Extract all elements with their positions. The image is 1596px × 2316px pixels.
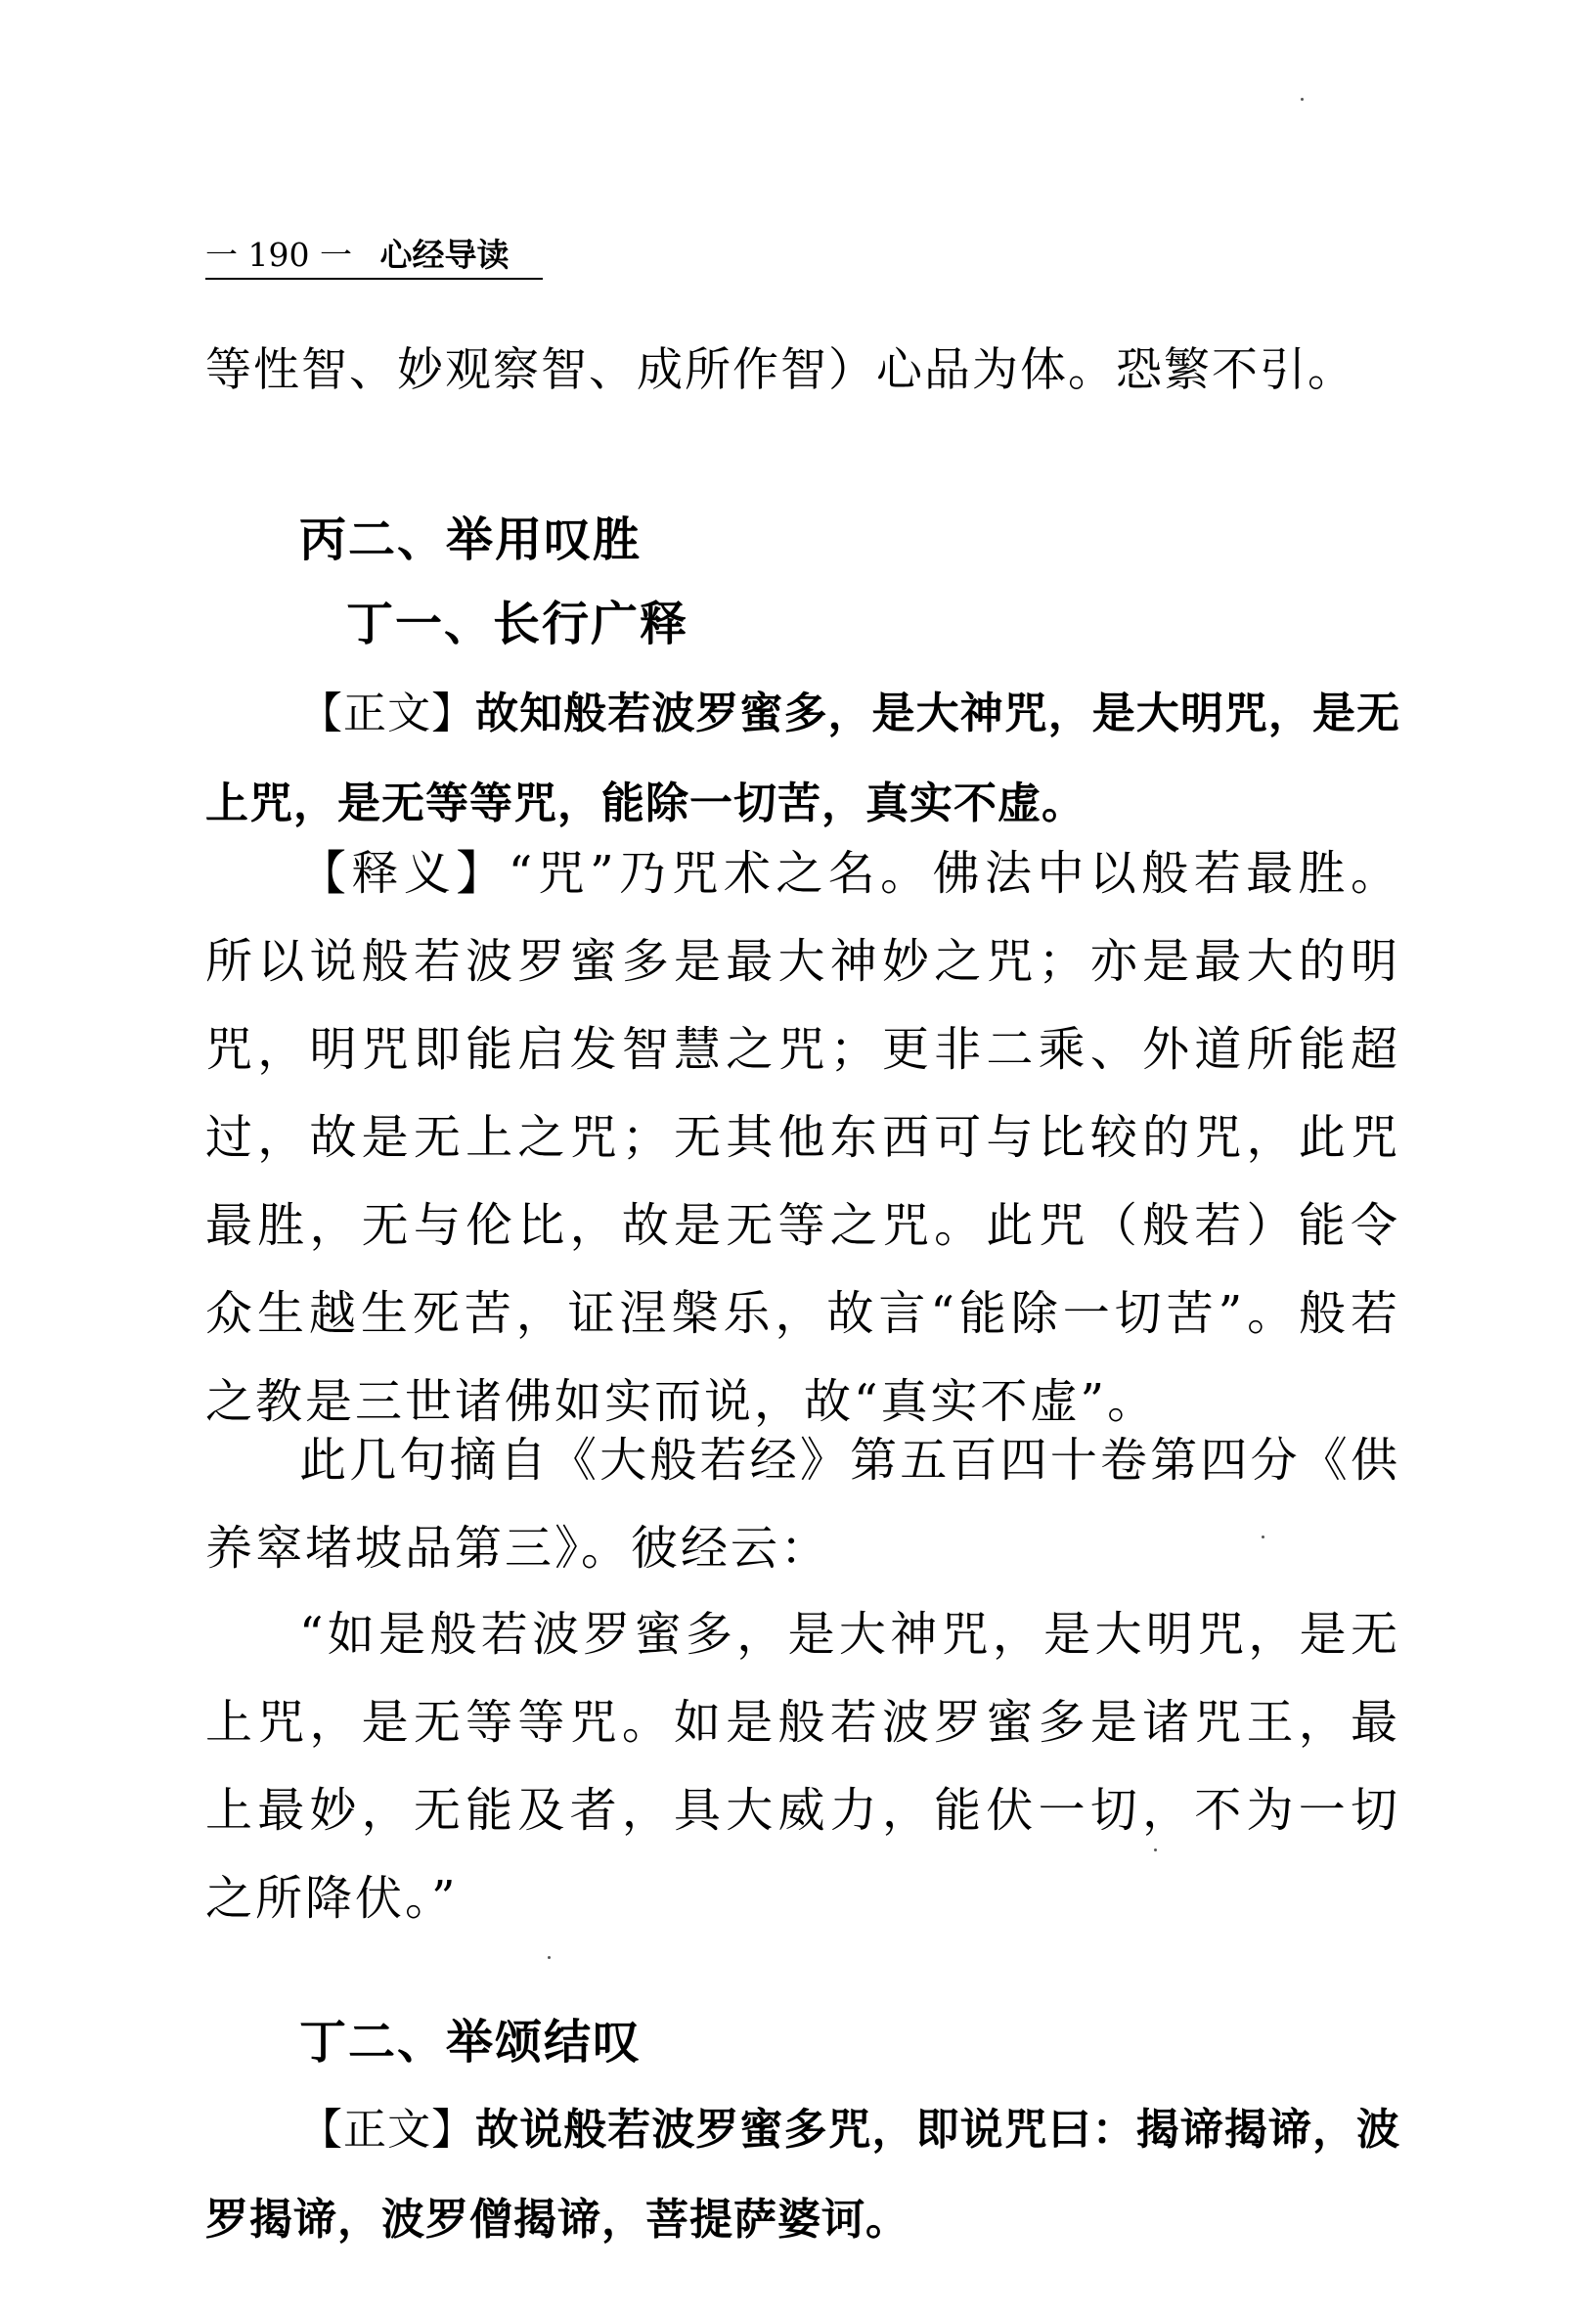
shiyi-label: 【释义】	[299, 846, 509, 901]
header-rule	[205, 278, 543, 280]
heading-ding1: 丁一、长行广释	[346, 597, 689, 651]
zhengwen-paragraph-1	[205, 669, 1400, 849]
scan-speck	[548, 1956, 551, 1959]
zhengwen-text: 故知般若波罗蜜多，是大神咒，是大明咒，是无上咒，是无等等咒，能除一切苦，真实不虚。	[205, 689, 1401, 828]
zhengwen-text: 故说般若波罗蜜多咒，即说咒曰：揭谛揭谛，波罗揭谛，波罗僧揭谛，菩提萨婆诃。	[205, 2105, 1401, 2245]
page-number: 一 190 一	[205, 236, 352, 274]
book-title: 心经导读	[379, 236, 510, 274]
zhengwen-paragraph-2	[205, 2085, 1400, 2265]
heading-bing2: 丙二、举用叹胜	[299, 512, 643, 567]
heading-ding2: 丁二、举颂结叹	[299, 2015, 643, 2070]
opening-line: 等性智、妙观察智、成所作智）心品为体。恐繁不引。	[205, 343, 1355, 397]
source-paragraph: 此几句摘自《大般若经》第五百四十卷第四分《供养窣堵坡品第三》。彼经云：	[205, 1433, 1400, 1576]
running-header	[205, 237, 543, 280]
zhengwen-label: 【正文】	[299, 2105, 476, 2155]
quote-paragraph: “如是般若波罗蜜多，是大神咒，是大明咒，是无上咒，是无等等咒。如是般若波罗蜜多是诸咒王，最上最妙，无能及者，具大威力，能伏一切，不为一切之所降伏。”	[205, 1607, 1400, 1926]
shiyi-paragraph	[205, 829, 1400, 1446]
scan-speck	[1262, 1536, 1264, 1538]
scan-speck	[1301, 98, 1304, 101]
shiyi-text: “咒”乃咒术之名。佛法中以般若最胜。所以说般若波罗蜜多是最大神妙之咒；亦是最大的明咒，明咒即能启发智慧之咒；更非二乘、外道所能超过，故是无上之咒；无其他东西可与比较的咒，此咒最胜，无与伦比，故是无等之咒。此咒（般若）能令众生越生死苦，证涅槃乐，故言“能除一切苦”。般若之教是三世诸佛如实而说，故“真实不虚”。	[205, 846, 1400, 1429]
scan-speck	[1154, 1848, 1157, 1851]
zhengwen-label: 【正文】	[299, 689, 476, 738]
